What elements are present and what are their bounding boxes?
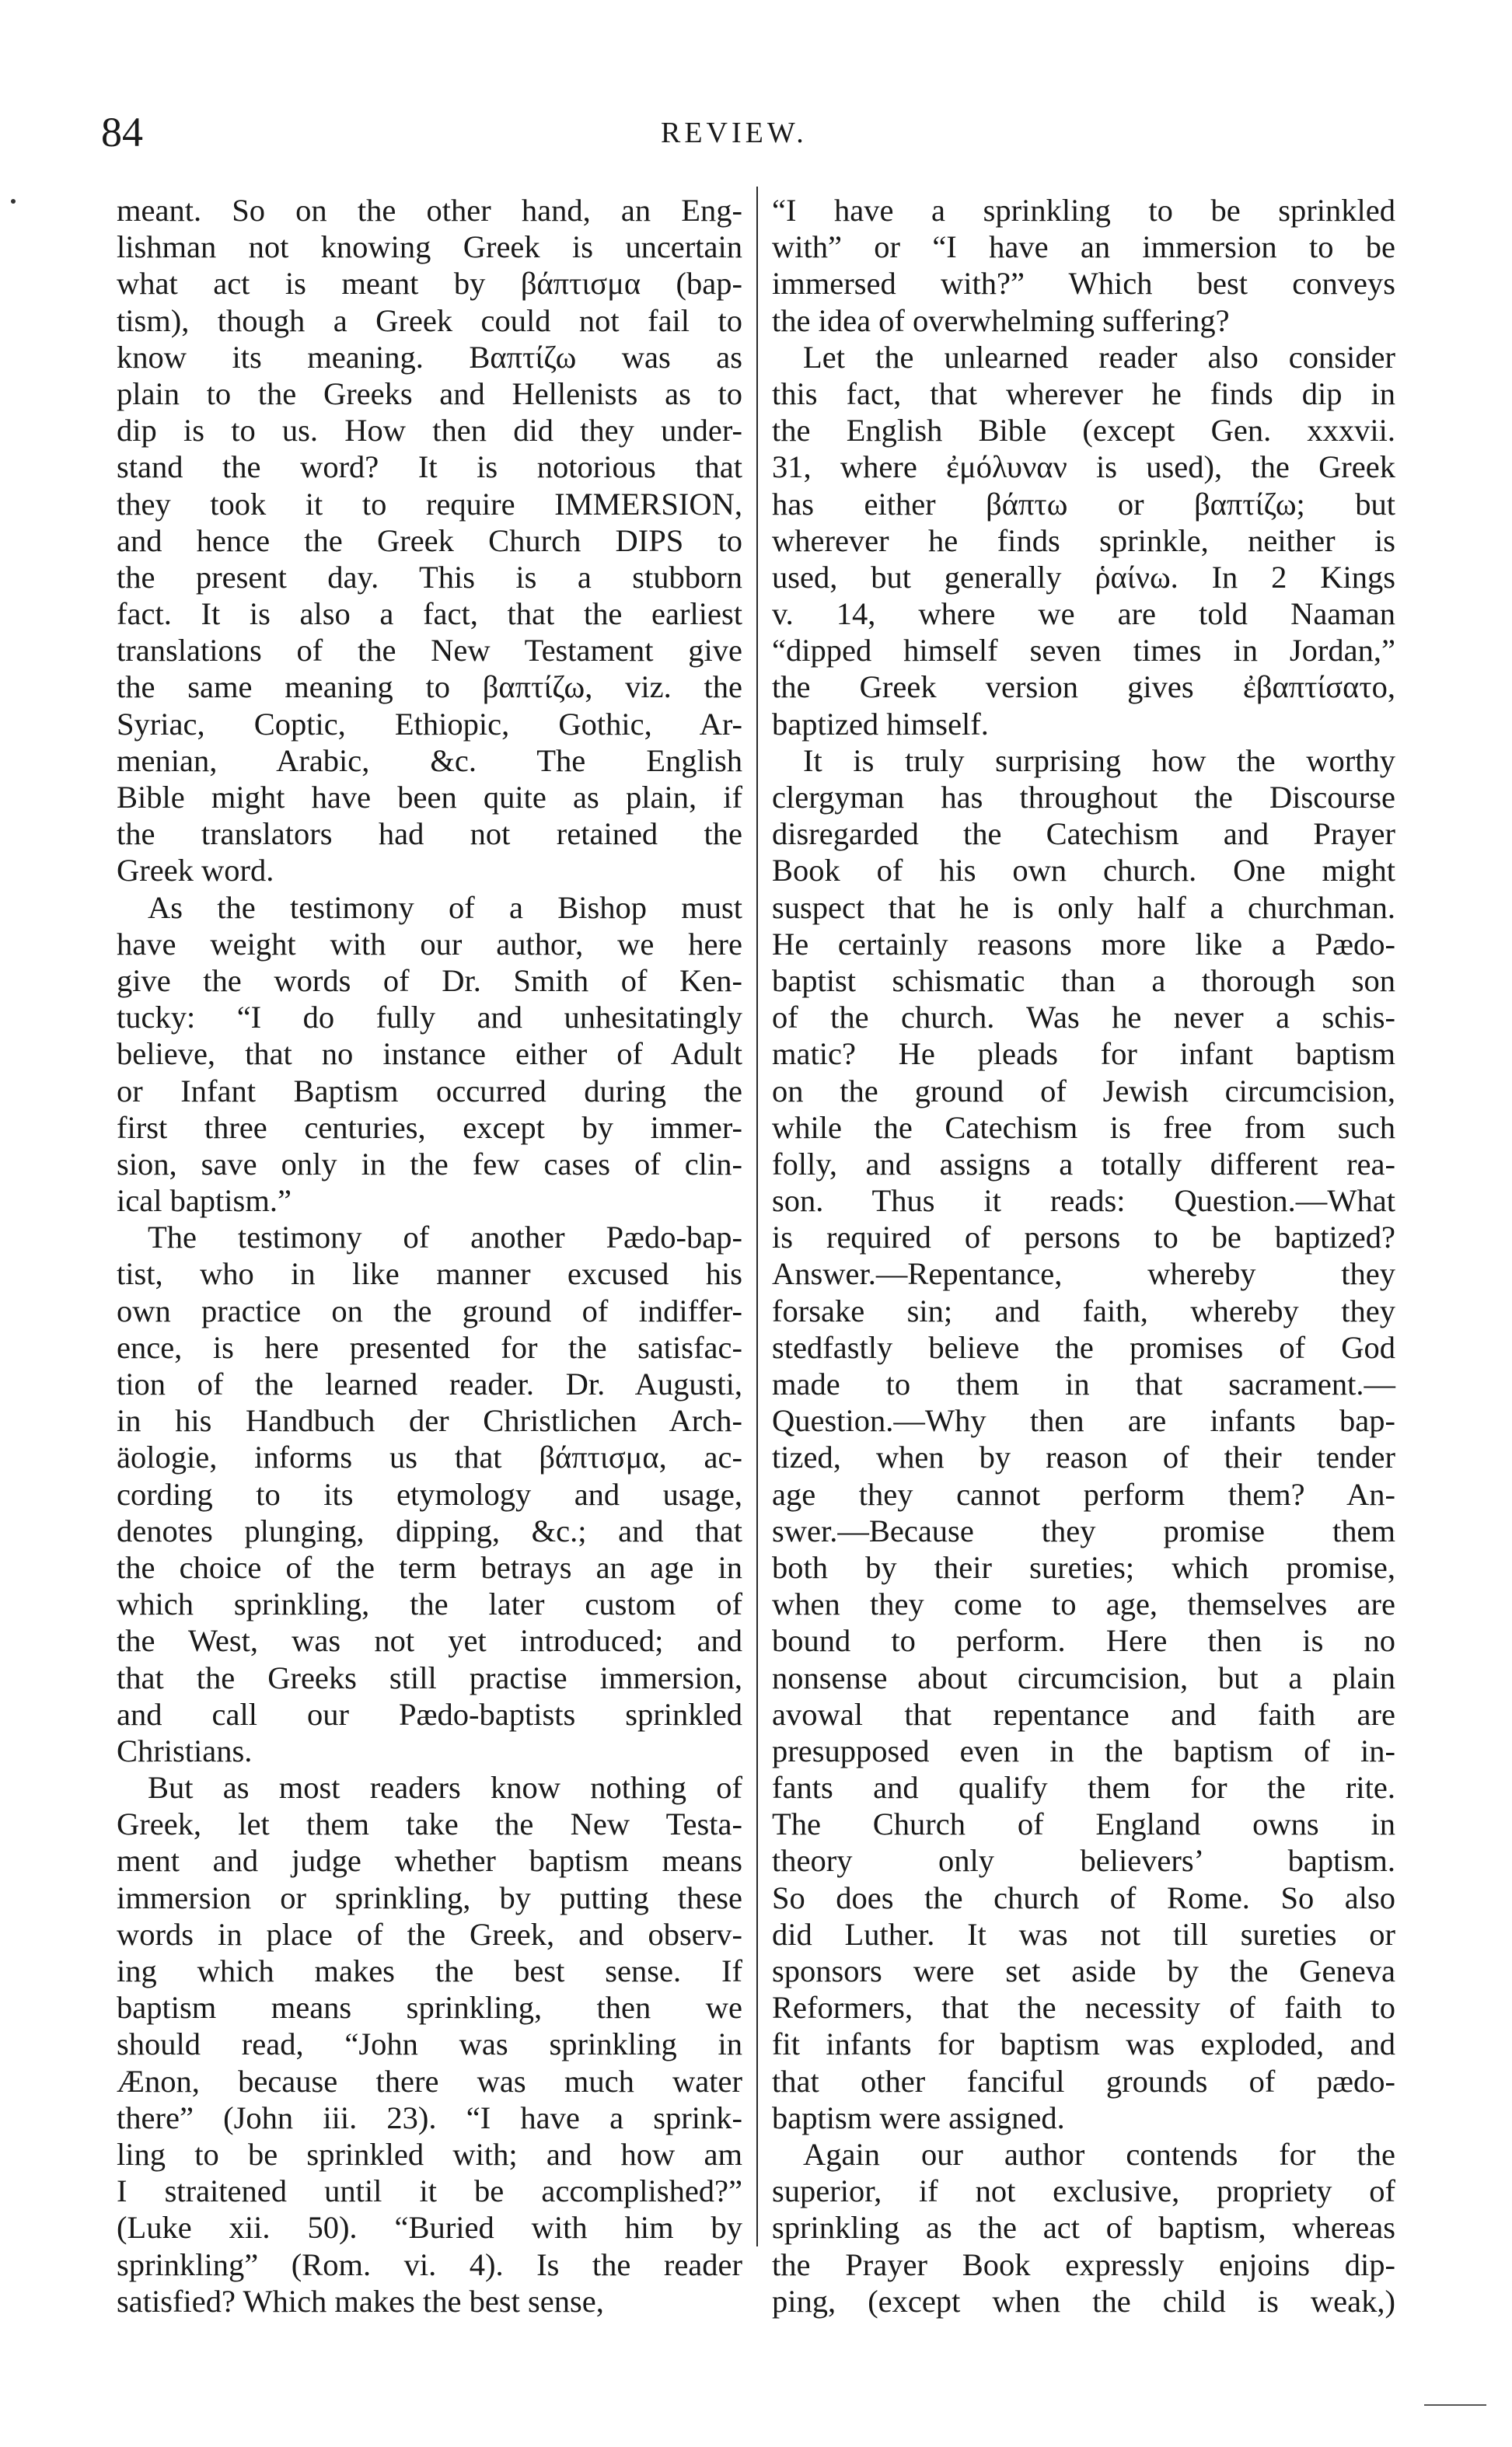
text-line: has either βάπτω or βαπτίζω; but xyxy=(772,486,1395,522)
text-line: age they cannot perform them? An- xyxy=(772,1476,1395,1512)
text-line: son. Thus it reads: Question.—What xyxy=(772,1183,1395,1219)
text-line: matic? He pleads for infant baptism xyxy=(772,1036,1395,1072)
text-line: ment and judge whether baptism means xyxy=(117,1843,742,1879)
text-line: the same meaning to βαπτίζω, viz. the xyxy=(117,669,742,705)
text-line: made to them in that sacrament.— xyxy=(772,1367,1395,1402)
text-line: the Greek version gives ἐβαπτίσατο, xyxy=(772,669,1395,705)
text-line: So does the church of Rome. So also xyxy=(772,1880,1395,1915)
text-line: äologie, informs us that βάπτισμα, ac- xyxy=(117,1440,742,1475)
text-line: As the testimony of a Bishop must xyxy=(148,889,742,925)
text-line: have weight with our author, we here xyxy=(117,926,742,962)
text-line: the choice of the term betrays an age in xyxy=(117,1549,742,1585)
bottom-mark xyxy=(1424,2404,1486,2406)
text-line: v. 14, where we are told Naaman xyxy=(772,596,1395,632)
text-line: folly, and assigns a totally different rea- xyxy=(772,1146,1395,1182)
text-line: cording to its etymology and usage, xyxy=(117,1476,742,1512)
text-line: (Luke xii. 50). “Buried with him by xyxy=(117,2210,742,2246)
text-line: Greek, let them take the New Testa- xyxy=(117,1806,742,1842)
text-line: own practice on the ground of indiffer- xyxy=(117,1293,742,1328)
text-line: presupposed even in the baptism of in- xyxy=(772,1733,1395,1768)
text-line: they took it to require IMMERSION, xyxy=(117,486,742,522)
text-line: this fact, that wherever he finds dip in xyxy=(772,375,1395,411)
text-line: believe, that no instance either of Adult xyxy=(117,1036,742,1072)
text-line: immersion or sprinkling, by putting these xyxy=(117,1880,742,1915)
text-line: sprinkling” (Rom. vi. 4). Is the reader xyxy=(117,2246,742,2282)
text-line: what act is meant by βάπτισμα (bap- xyxy=(117,266,742,302)
text-line: is required of persons to be baptized? xyxy=(772,1220,1395,1255)
text-line: ical baptism.” xyxy=(117,1183,292,1219)
text-line: did Luther. It was not till sureties or xyxy=(772,1916,1395,1952)
text-line: ling to be sprinkled with; and how am xyxy=(117,2136,742,2172)
text-line: I straitened until it be accomplished?” xyxy=(117,2173,742,2209)
text-line: fants and qualify them for the rite. xyxy=(772,1770,1395,1806)
text-line: tucky: “I do fully and unhesitatingly xyxy=(117,1000,742,1035)
text-line: denotes plunging, dipping, &c.; and that xyxy=(117,1513,742,1548)
text-line: tist, who in like manner excused his xyxy=(117,1256,742,1292)
text-line: which sprinkling, the later custom of xyxy=(117,1587,742,1622)
text-line: swer.—Because they promise them xyxy=(772,1513,1395,1548)
text-line: wherever he finds sprinkle, neither is xyxy=(772,522,1395,558)
text-line: The testimony of another Pædo-bap- xyxy=(148,1220,742,1255)
text-line: avowal that repentance and faith are xyxy=(772,1696,1395,1732)
text-line: theory only believers’ baptism. xyxy=(772,1843,1395,1879)
text-line: the West, was not yet introduced; and xyxy=(117,1623,742,1659)
text-line: give the words of Dr. Smith of Ken- xyxy=(117,962,742,998)
running-head: REVIEW. xyxy=(661,117,808,149)
text-line: baptist schismatic than a thorough son xyxy=(772,962,1395,998)
text-line: the Prayer Book expressly enjoins dip- xyxy=(772,2246,1395,2282)
text-line: fact. It is also a fact, that the earliest xyxy=(117,596,742,632)
text-line: that the Greeks still practise immersion, xyxy=(117,1660,742,1695)
text-line: translations of the New Testament give xyxy=(117,633,742,668)
text-line: Question.—Why then are infants bap- xyxy=(772,1403,1395,1439)
text-line: sion, save only in the few cases of clin- xyxy=(117,1146,742,1182)
text-line: Let the unlearned reader also consider xyxy=(803,339,1395,375)
text-line: ping, (except when the child is weak,) xyxy=(772,2283,1395,2319)
text-line: tion of the learned reader. Dr. Augusti, xyxy=(117,1367,742,1402)
text-line: lishman not knowing Greek is uncertain xyxy=(117,229,742,265)
text-line: superior, if not exclusive, propriety of xyxy=(772,2173,1395,2209)
text-line: satisfied? Which makes the best sense, xyxy=(117,2283,604,2319)
text-line: know its meaning. Βαπτίζω was as xyxy=(117,339,742,375)
text-line: that other fanciful grounds of pædo- xyxy=(772,2063,1395,2099)
text-line: ing which makes the best sense. If xyxy=(117,1953,742,1988)
text-line: the English Bible (except Gen. xxxvii. xyxy=(772,413,1395,449)
text-line: stedfastly believe the promises of God xyxy=(772,1329,1395,1365)
text-line: both by their sureties; which promise, xyxy=(772,1549,1395,1585)
text-line: with” or “I have an immersion to be xyxy=(772,229,1395,265)
page-header xyxy=(101,109,1423,155)
text-line: disregarded the Catechism and Prayer xyxy=(772,816,1395,852)
text-line: Reformers, that the necessity of faith to xyxy=(772,1990,1395,2026)
text-line: and call our Pædo-baptists sprinkled xyxy=(117,1696,742,1732)
text-line: “dipped himself seven times in Jordan,” xyxy=(772,633,1395,668)
text-line: the present day. This is a stubborn xyxy=(117,559,742,595)
text-line: Syriac, Coptic, Ethiopic, Gothic, Ar- xyxy=(117,706,742,742)
text-line: baptism were assigned. xyxy=(772,2100,1065,2135)
text-line: used, but generally ῥαίνω. In 2 Kings xyxy=(772,559,1395,595)
text-line: It is truly surprising how the worthy xyxy=(803,742,1395,778)
text-line: Book of his own church. One might xyxy=(772,853,1395,888)
text-line: Again our author contends for the xyxy=(803,2136,1395,2172)
margin-mark xyxy=(11,199,16,204)
text-line: sprinkling as the act of baptism, whereas xyxy=(772,2210,1395,2246)
text-line: Bible might have been quite as plain, if xyxy=(117,780,742,815)
text-line: menian, Arabic, &c. The English xyxy=(117,742,742,778)
text-line: tized, when by reason of their tender xyxy=(772,1440,1395,1475)
text-line: He certainly reasons more like a Pædo- xyxy=(772,926,1395,962)
text-line: immersed with?” Which best conveys xyxy=(772,266,1395,302)
text-line: clergyman has throughout the Discourse xyxy=(772,780,1395,815)
text-line: Answer.—Repentance, whereby they xyxy=(772,1256,1395,1292)
text-line: Christians. xyxy=(117,1733,253,1768)
right-column xyxy=(772,192,1395,2320)
text-line: 31, where ἐμόλυναν is used), the Greek xyxy=(772,449,1395,485)
text-line: Greek word. xyxy=(117,853,274,888)
text-line: suspect that he is only half a churchman. xyxy=(772,889,1395,925)
text-line: ence, is here presented for the satisfac- xyxy=(117,1329,742,1365)
text-line: nonsense about circumcision, but a plain xyxy=(772,1660,1395,1695)
text-line: sponsors were set aside by the Geneva xyxy=(772,1953,1395,1988)
text-line: there” (John iii. 23). “I have a sprink- xyxy=(117,2100,742,2135)
text-line: bound to perform. Here then is no xyxy=(772,1623,1395,1659)
text-line: should read, “John was sprinkling in xyxy=(117,2026,742,2062)
text-line: while the Catechism is free from such xyxy=(772,1109,1395,1145)
text-line: fit infants for baptism was exploded, and xyxy=(772,2026,1395,2062)
text-line: words in place of the Greek, and observ- xyxy=(117,1916,742,1952)
left-column xyxy=(117,192,742,2320)
text-line: forsake sin; and faith, whereby they xyxy=(772,1293,1395,1328)
text-line: the translators had not retained the xyxy=(117,816,742,852)
text-line: meant. So on the other hand, an Eng- xyxy=(117,193,742,228)
text-line: and hence the Greek Church DIPS to xyxy=(117,522,742,558)
text-line: The Church of England owns in xyxy=(772,1806,1395,1842)
text-line: But as most readers know nothing of xyxy=(148,1770,742,1806)
text-line: plain to the Greeks and Hellenists as to xyxy=(117,375,742,411)
text-line: of the church. Was he never a schis- xyxy=(772,1000,1395,1035)
text-line: when they come to age, themselves are xyxy=(772,1587,1395,1622)
text-line: tism), though a Greek could not fail to xyxy=(117,302,742,338)
text-line: in his Handbuch der Christlichen Arch- xyxy=(117,1403,742,1439)
text-line: dip is to us. How then did they under- xyxy=(117,413,742,449)
text-line: baptized himself. xyxy=(772,706,989,742)
text-line: first three centuries, except by immer- xyxy=(117,1109,742,1145)
text-line: Ænon, because there was much water xyxy=(117,2063,742,2099)
text-line: baptism means sprinkling, then we xyxy=(117,1990,742,2026)
column-divider xyxy=(756,187,758,2246)
text-line: “I have a sprinkling to be sprinkled xyxy=(772,193,1395,228)
text-line: stand the word? It is notorious that xyxy=(117,449,742,485)
text-line: the idea of overwhelming suffering? xyxy=(772,302,1230,338)
text-line: or Infant Baptism occurred during the xyxy=(117,1073,742,1108)
text-line: on the ground of Jewish circumcision, xyxy=(772,1073,1395,1108)
page-number: 84 xyxy=(101,109,143,155)
